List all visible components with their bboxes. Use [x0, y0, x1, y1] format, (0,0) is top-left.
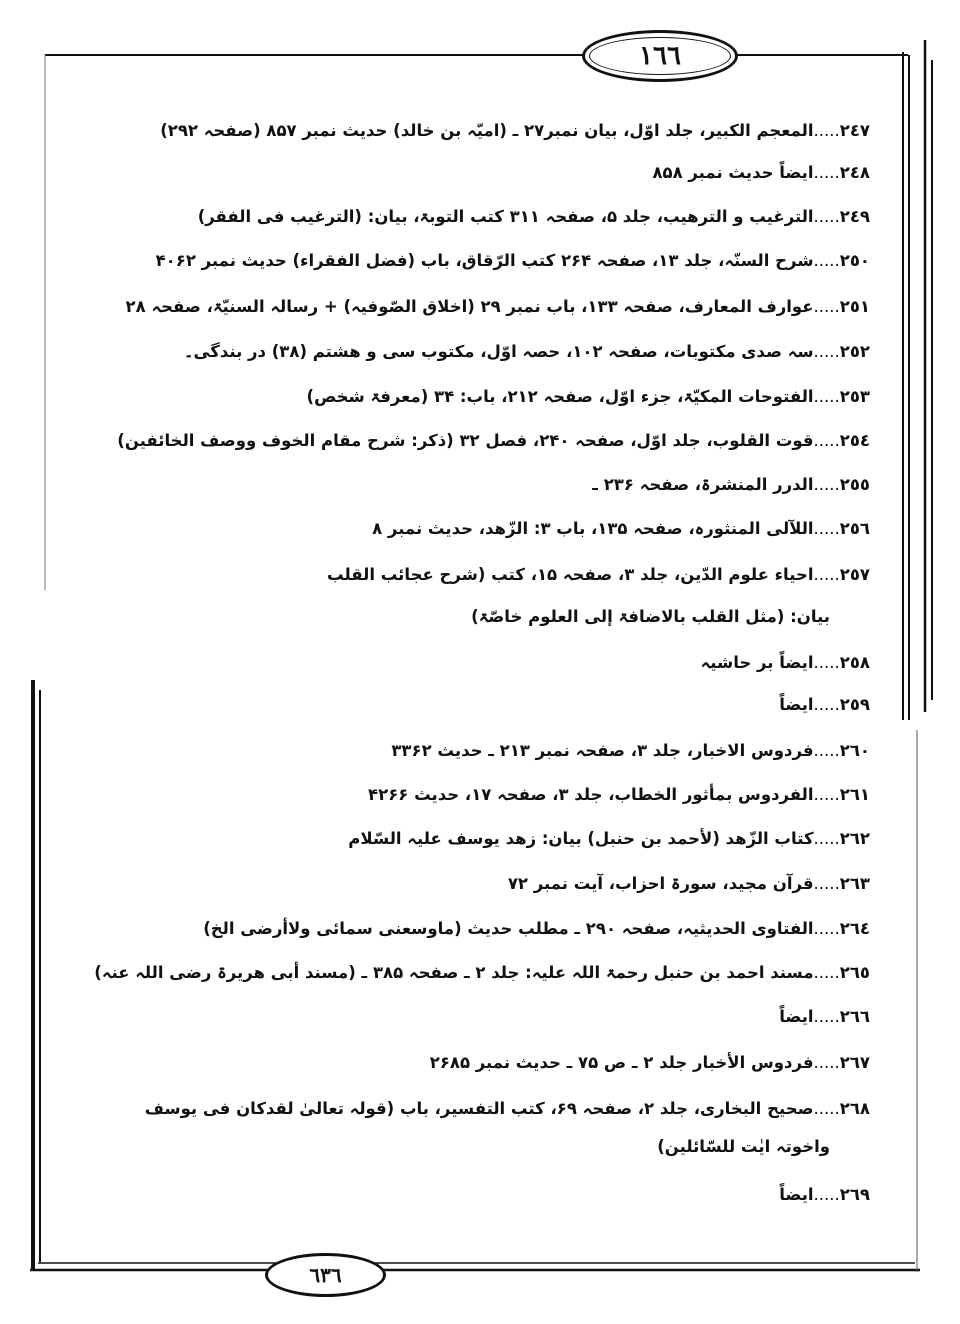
- footnote-252: ٢٥٢.....سہ صدی مکتوبات، صفحہ ۱۰۲، حصہ اوّل، مکتوب سی و ھشتم (۳۸) در بندگی۔: [183, 342, 870, 361]
- footnote-number: ٢٤٧: [839, 121, 870, 140]
- footnote-text: الفتوحات المکیّۃ، جزء اوّل، صفحہ ۲۱۲، باب: ۳۴ (معرفۃ شخص): [306, 387, 814, 406]
- footnote-268: ٢٦٨.....صحیح البخاری، جلد ۲، صفحہ ۶۹، کتب التفسیر، باب (قولہ تعالیٰ لقدکان فی یوسف واخوتہ ایٰت للسّائلین): [144, 1099, 870, 1156]
- footnote-249: ٢٤٩.....الترغیب و الترھیب، جلد ۵، صفحہ ۳۱۱ کتب التوبۃ، بیان: (الترغیب فی الفقر): [197, 207, 870, 226]
- footnote-257: ٢٥٧.....احیاء علوم الدّین، جلد ۳، صفحہ ۱۵، کتب (شرح عجائب القلب بیان: (مثل القلب بالاضافۃ إلی العلوم خاصّۃ): [327, 565, 870, 626]
- footnote-255: ٢٥٥.....الدرر المنشرۃ، صفحہ ۲۳۶ ـ: [592, 475, 870, 494]
- footnote-text: عوارف المعارف، صفحہ ۱۳۳، باب نمبر ۲۹ (اخلاق الصّوفیہ) + رسالہ السنیّۃ، صفحہ ۲۸: [125, 297, 814, 316]
- footnote-text: الترغیب و الترھیب، جلد ۵، صفحہ ۳۱۱ کتب التوبۃ، بیان: (الترغیب فی الفقر): [197, 207, 814, 226]
- footnote-260: ٢٦٠.....فردوس الاخبار، جلد ۳، صفحہ نمبر ۲۱۳ ـ حدیث ۳۳۶۲: [391, 741, 870, 760]
- footnote-number: ٢٥٤: [839, 431, 870, 450]
- footnote-continuation: واخوتہ ایٰت للسّائلین): [657, 1137, 830, 1156]
- footnote-text: المعجم الكبير، جلد اوّل، بیان نمبر۲۷ ـ (امیّہ بن خالد) حدیث نمبر ۸۵۷ (صفحہ ۲۹۲): [160, 121, 814, 140]
- footnote-text: ایضاً: [779, 1185, 814, 1204]
- footnote-text: قوت القلوب، جلد اوّل، صفحہ ۲۴۰، فصل ۳۲ (ذکر: شرح مقام الخوف ووصف الخائفین): [117, 431, 814, 450]
- footnote-number: ٢٥٩: [839, 695, 870, 714]
- footnote-text: ایضاً حدیث نمبر ۸۵۸: [652, 163, 814, 182]
- footnote-continuation: بیان: (مثل القلب بالاضافۃ إلی العلوم خاصّۃ): [471, 607, 830, 626]
- footnote-264: ٢٦٤.....الفتاوی الحدیثیہ، صفحہ ۲۹۰ ـ مطلب حدیث (ماوسعنی سمائی ولاأرضی الخ): [203, 919, 870, 938]
- footnote-number: ٢٥٣: [839, 387, 870, 406]
- footnote-number: ٢٦١: [839, 785, 870, 804]
- footnote-256: ٢٥٦.....اللآلی المنثورہ، صفحہ ۱۳۵، باب ۳: الزّھد، حدیث نمبر ۸: [372, 519, 870, 538]
- footnote-text: شرح السنّہ، جلد ۱۳، صفحہ ۲۶۴ کتب الرّقاق، باب (فضل الفقراء) حدیث نمبر ۴۰۶۲: [155, 251, 814, 270]
- footnote-number: ٢٦٩: [839, 1185, 870, 1204]
- footnote-253: ٢٥٣.....الفتوحات المکیّۃ، جزء اوّل، صفحہ ۲۱۲، باب: ۳۴ (معرفۃ شخص): [306, 387, 870, 406]
- footnote-number: ٢٤٩: [839, 207, 870, 226]
- footnote-number: ٢٦٥: [839, 963, 870, 982]
- footnote-261: ٢٦١.....الفردوس بمأثور الخطاب، جلد ۳، صفحہ ۱۷، حدیث ۴۲۶۶: [368, 785, 870, 804]
- footnote-text: قرآن مجید، سورۃ احزاب، آیت نمبر ۷۲: [507, 874, 814, 893]
- footnote-265: ٢٦٥.....مسند احمد بن حنبل رحمۃ اللہ علیہ: جلد ۲ ـ صفحہ ۳۸۵ ـ (مسند أبی ھریرۃ رضی اللہ عنہ): [94, 963, 870, 982]
- footnote-number: ٢٦٤: [839, 919, 870, 938]
- footnote-number: ٢٥١: [839, 297, 870, 316]
- footnote-number: ٢٥٧: [839, 565, 870, 584]
- page-number-top: ١٦٦: [582, 30, 738, 82]
- footnote-text: ایضاً: [779, 1007, 814, 1026]
- footnote-251: ٢٥١.....عوارف المعارف، صفحہ ۱۳۳، باب نمبر ۲۹ (اخلاق الصّوفیہ) + رسالہ السنیّۃ، صفحہ ۲۸: [125, 297, 870, 316]
- footnote-text: کتاب الزّھد (لأحمد بن حنبل) بیان: زھد یوسف علیہ السّلام: [348, 829, 814, 848]
- footnote-text: صحیح البخاری، جلد ۲، صفحہ ۶۹، کتب التفسیر، باب (قولہ تعالیٰ لقدکان فی یوسف: [144, 1099, 814, 1118]
- footnote-number: ٢٦٠: [839, 741, 870, 760]
- footnote-number: ٢٥٨: [839, 653, 870, 672]
- footnote-number: ٢٥٠: [839, 251, 870, 270]
- footnote-248: ٢٤٨.....ایضاً حدیث نمبر ۸۵۸: [652, 163, 870, 182]
- footnote-number: ٢٥٢: [839, 342, 870, 361]
- footnote-number: ٢٥٥: [839, 475, 870, 494]
- footnote-text: فردوس الاخبار، جلد ۳، صفحہ نمبر ۲۱۳ ـ حدیث ۳۳۶۲: [391, 741, 814, 760]
- footnote-number: ٢٦٦: [839, 1007, 870, 1026]
- footnote-258: ٢٥٨.....ایضاً بر حاشیہ: [700, 653, 870, 672]
- footnote-250: ٢٥٠.....شرح السنّہ، جلد ۱۳، صفحہ ۲۶۴ کتب الرّقاق، باب (فضل الفقراء) حدیث نمبر ۴۰۶۲: [155, 251, 870, 270]
- footnote-247: ٢٤٧.....المعجم الكبير، جلد اوّل، بیان نمبر۲۷ ـ (امیّہ بن خالد) حدیث نمبر ۸۵۷ (صفحہ ۲۹۲): [160, 121, 870, 140]
- footnote-text: فردوس الأخبار جلد ۲ ـ ص ۷۵ ـ حدیث نمبر ۲۶۸۵: [429, 1053, 814, 1072]
- footnote-text: سہ صدی مکتوبات، صفحہ ۱۰۲، حصہ اوّل، مکتوب سی و ھشتم (۳۸) در بندگی۔: [183, 342, 814, 361]
- footnote-text: ایضاً بر حاشیہ: [700, 653, 814, 672]
- footnote-text: الدرر المنشرۃ، صفحہ ۲۳۶ ـ: [592, 475, 814, 494]
- footnote-text: الفردوس بمأثور الخطاب، جلد ۳، صفحہ ۱۷، حدیث ۴۲۶۶: [368, 785, 814, 804]
- footnote-number: ٢٥٦: [839, 519, 870, 538]
- footnote-number: ٢٤٨: [839, 163, 870, 182]
- footnote-267: ٢٦٧.....فردوس الأخبار جلد ۲ ـ ص ۷۵ ـ حدیث نمبر ۲۶۸۵: [429, 1053, 870, 1072]
- footnote-number: ٢٦٧: [839, 1053, 870, 1072]
- footnote-number: ٢٦٣: [839, 874, 870, 893]
- footnote-text: الفتاوی الحدیثیہ، صفحہ ۲۹۰ ـ مطلب حدیث (ماوسعنی سمائی ولاأرضی الخ): [203, 919, 814, 938]
- page-number-bottom: ٦٣٦: [265, 1253, 386, 1297]
- footnote-254: ٢٥٤.....قوت القلوب، جلد اوّل، صفحہ ۲۴۰، فصل ۳۲ (ذکر: شرح مقام الخوف ووصف الخائفین): [117, 431, 870, 450]
- footnote-number: ٢٦٢: [839, 829, 870, 848]
- footnote-text: ایضاً: [779, 695, 814, 714]
- footnote-266: ٢٦٦.....ایضاً: [779, 1007, 870, 1026]
- footnote-text: احیاء علوم الدّین، جلد ۳، صفحہ ۱۵، کتب (شرح عجائب القلب: [327, 565, 814, 584]
- footnote-263: ٢٦٣.....قرآن مجید، سورۃ احزاب، آیت نمبر ۷۲: [507, 874, 870, 893]
- footnote-text: مسند احمد بن حنبل رحمۃ اللہ علیہ: جلد ۲ ـ صفحہ ۳۸۵ ـ (مسند أبی ھریرۃ رضی اللہ عنہ): [94, 963, 814, 982]
- footnote-262: ٢٦٢.....کتاب الزّھد (لأحمد بن حنبل) بیان: زھد یوسف علیہ السّلام: [348, 829, 870, 848]
- footnote-text: اللآلی المنثورہ، صفحہ ۱۳۵، باب ۳: الزّھد، حدیث نمبر ۸: [372, 519, 814, 538]
- footnote-259: ٢٥٩.....ایضاً: [779, 695, 870, 714]
- footnote-number: ٢٦٨: [839, 1099, 870, 1118]
- footnote-269: ٢٦٩.....ایضاً: [779, 1185, 870, 1204]
